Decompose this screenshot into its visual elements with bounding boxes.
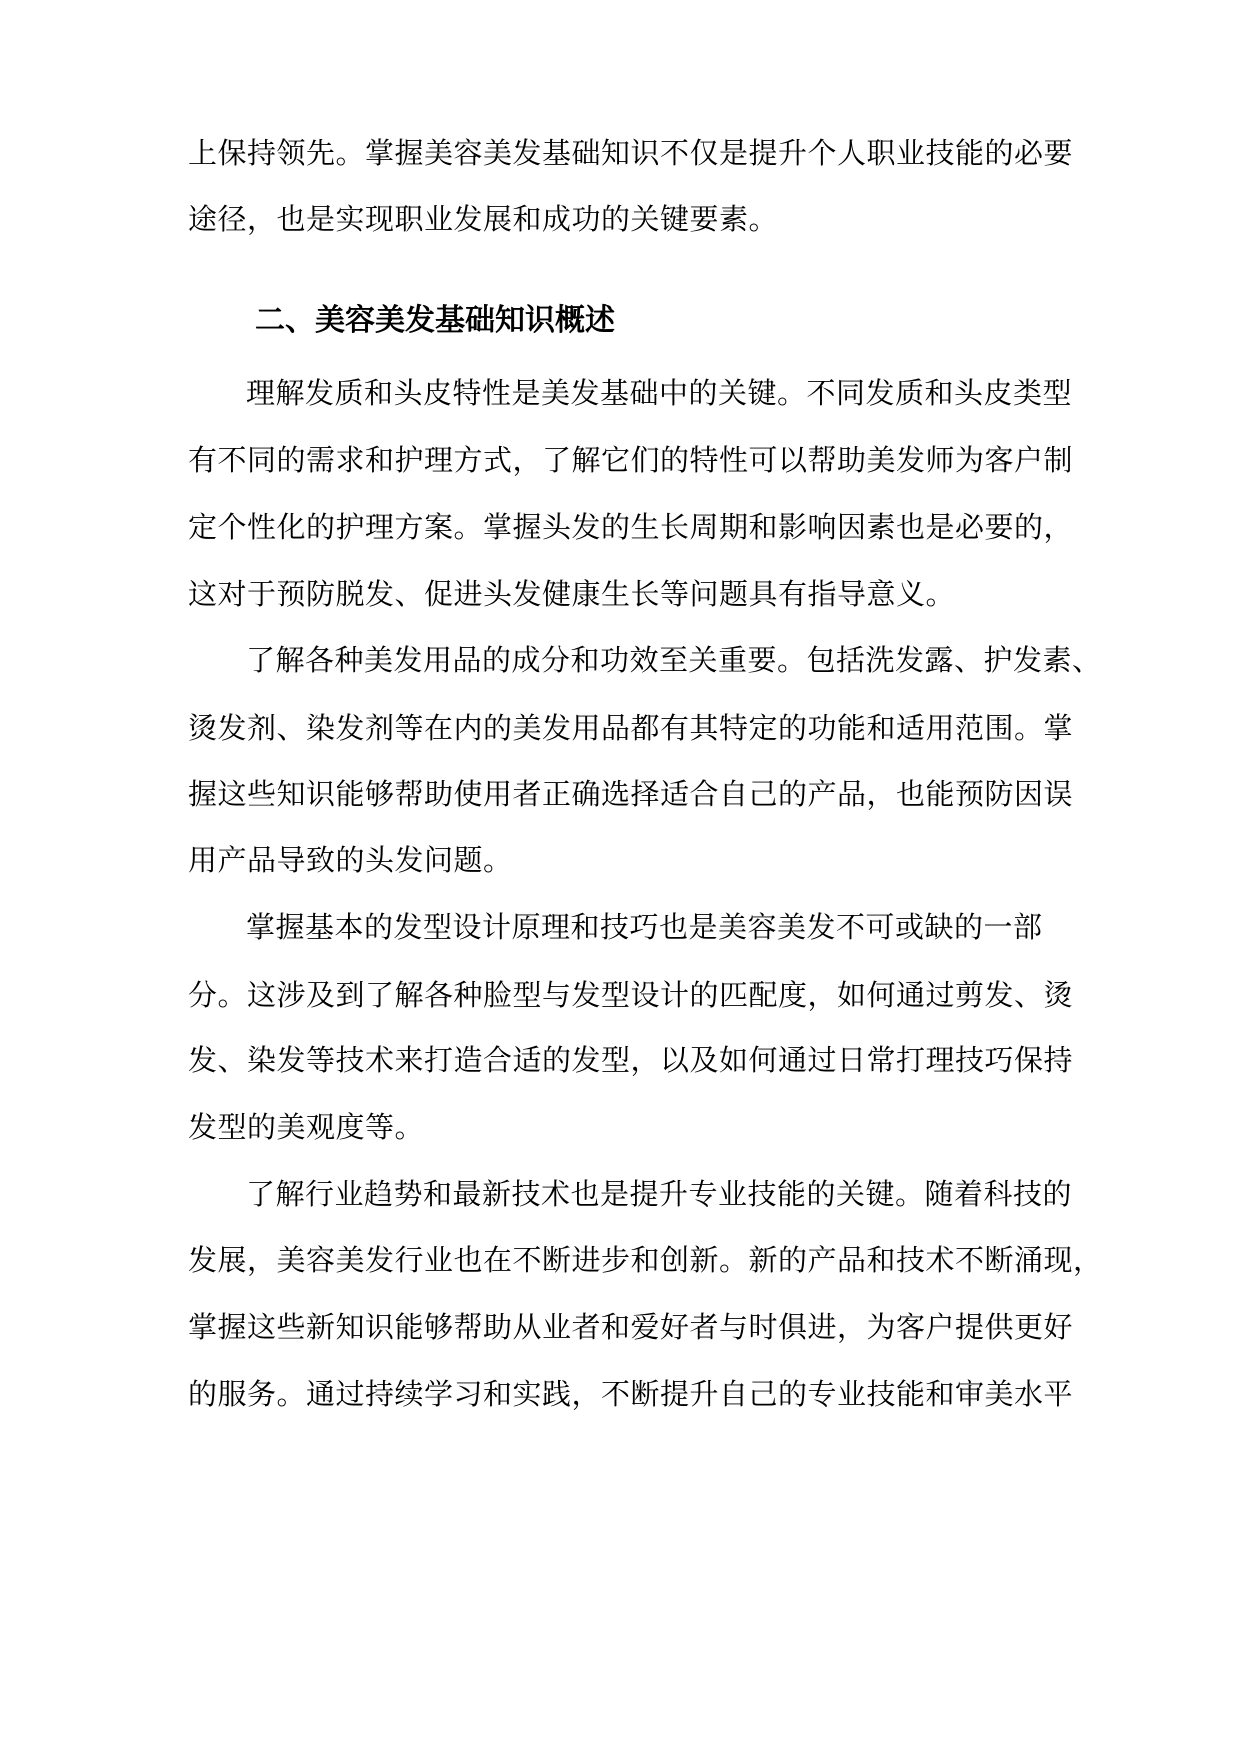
- text-line: 发展，美容美发行业也在不断进步和创新。新的产品和技术不断涌现，: [188, 1243, 1103, 1277]
- text-line: 这对于预防脱发、促进头发健康生长等问题具有指导意义。: [188, 577, 956, 611]
- text-line: 途径，也是实现职业发展和成功的关键要素。: [188, 202, 779, 236]
- text-line: 握这些知识能够帮助使用者正确选择适合自己的产品，也能预防因误: [188, 777, 1074, 811]
- text-line: 有不同的需求和护理方式，了解它们的特性可以帮助美发师为客户制: [188, 443, 1074, 477]
- text-line: 定个性化的护理方案。掌握头发的生长周期和影响因素也是必要的，: [188, 510, 1074, 544]
- text-line: 上保持领先。掌握美容美发基础知识不仅是提升个人职业技能的必要: [188, 136, 1074, 170]
- text-line: 发型的美观度等。: [188, 1110, 425, 1144]
- text-line: 的服务。通过持续学习和实践，不断提升自己的专业技能和审美水平: [188, 1377, 1074, 1411]
- text-line: 发、染发等技术来打造合适的发型，以及如何通过日常打理技巧保持: [188, 1043, 1074, 1077]
- section-heading: 二、美容美发基础知识概述: [255, 303, 615, 338]
- text-line: 分。这涉及到了解各种脸型与发型设计的匹配度，如何通过剪发、烫: [188, 978, 1074, 1012]
- text-line: 烫发剂、染发剂等在内的美发用品都有其特定的功能和适用范围。掌: [188, 711, 1074, 745]
- text-line: 了解各种美发用品的成分和功效至关重要。包括洗发露、护发素、: [246, 643, 1102, 677]
- text-line: 掌握基本的发型设计原理和技巧也是美容美发不可或缺的一部: [246, 910, 1043, 944]
- text-line: 了解行业趋势和最新技术也是提升专业技能的关键。随着科技的: [246, 1177, 1073, 1211]
- text-line: 用产品导致的头发问题。: [188, 843, 513, 877]
- text-line: 理解发质和头皮特性是美发基础中的关键。不同发质和头皮类型: [246, 376, 1073, 410]
- text-line: 掌握这些新知识能够帮助从业者和爱好者与时俱进，为客户提供更好: [188, 1310, 1074, 1344]
